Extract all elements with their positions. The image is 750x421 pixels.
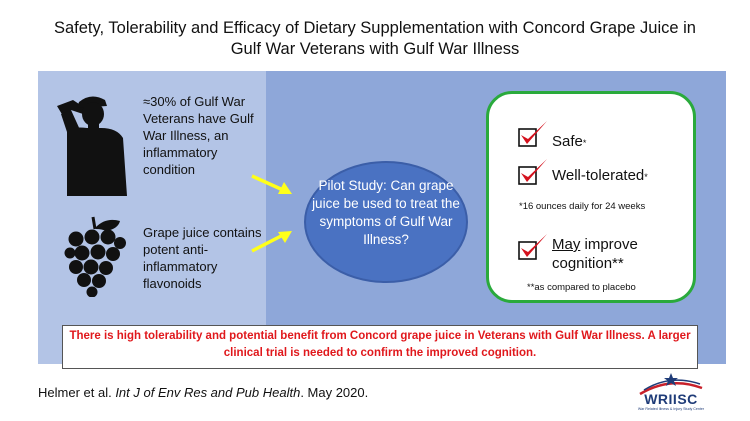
result-cognition-line2: cognition**: [552, 255, 624, 272]
citation-date: . May 2020.: [300, 385, 369, 400]
arrow-icon: [252, 231, 292, 251]
gulf-war-illness-fact: ≈30% of Gulf War Veterans have Gulf War Illness, an inflammatory condition: [143, 94, 254, 177]
citation-authors: Helmer et al.: [38, 385, 116, 400]
grape-juice-fact: Grape juice contains potent anti-inflammatory flavonoids: [143, 225, 262, 291]
result-cognition-rest: improve: [580, 236, 638, 253]
result-safe-label: Safe: [552, 133, 583, 150]
placebo-note: **as compared to placebo: [527, 282, 636, 293]
logo-subtitle: War Related Illness & Injury Study Center: [637, 407, 705, 411]
pilot-study-text: Pilot Study: Can grape juice be used to treat the symptoms of Gulf War Illness?: [312, 178, 460, 247]
checkbox-check-icon: [518, 233, 550, 261]
logo-name: WRIISC: [644, 391, 698, 407]
arrow-icon: [252, 176, 292, 194]
checkbox-check-icon: [518, 158, 550, 186]
result-well-tolerated-mark: *: [644, 172, 648, 182]
conclusion-text: There is high tolerability and potential benefit from Concord grape juice in Veterans with Gulf War Illness. A larger clinical trial is needed to confirm the improved cognition.: [69, 330, 691, 359]
citation-journal: Int J of Env Res and Pub Health: [115, 385, 301, 400]
result-cognition-emphasis: May: [552, 236, 581, 253]
result-well-tolerated-label: Well-tolerated: [552, 167, 645, 184]
dose-note: *16 ounces daily for 24 weeks: [519, 201, 646, 212]
title-line-2: Gulf War Veterans with Gulf War Illness: [230, 40, 520, 58]
title-line-1: Safety, Tolerability and Efficacy of Dietary Supplementation with Concord Grape Juice in: [53, 19, 696, 37]
checkbox-check-icon: [518, 120, 550, 148]
result-well-tolerated: [552, 166, 648, 185]
citation: [38, 385, 368, 400]
result-safe: [552, 132, 586, 151]
result-cognition: [552, 235, 638, 273]
result-safe-mark: *: [582, 138, 587, 148]
